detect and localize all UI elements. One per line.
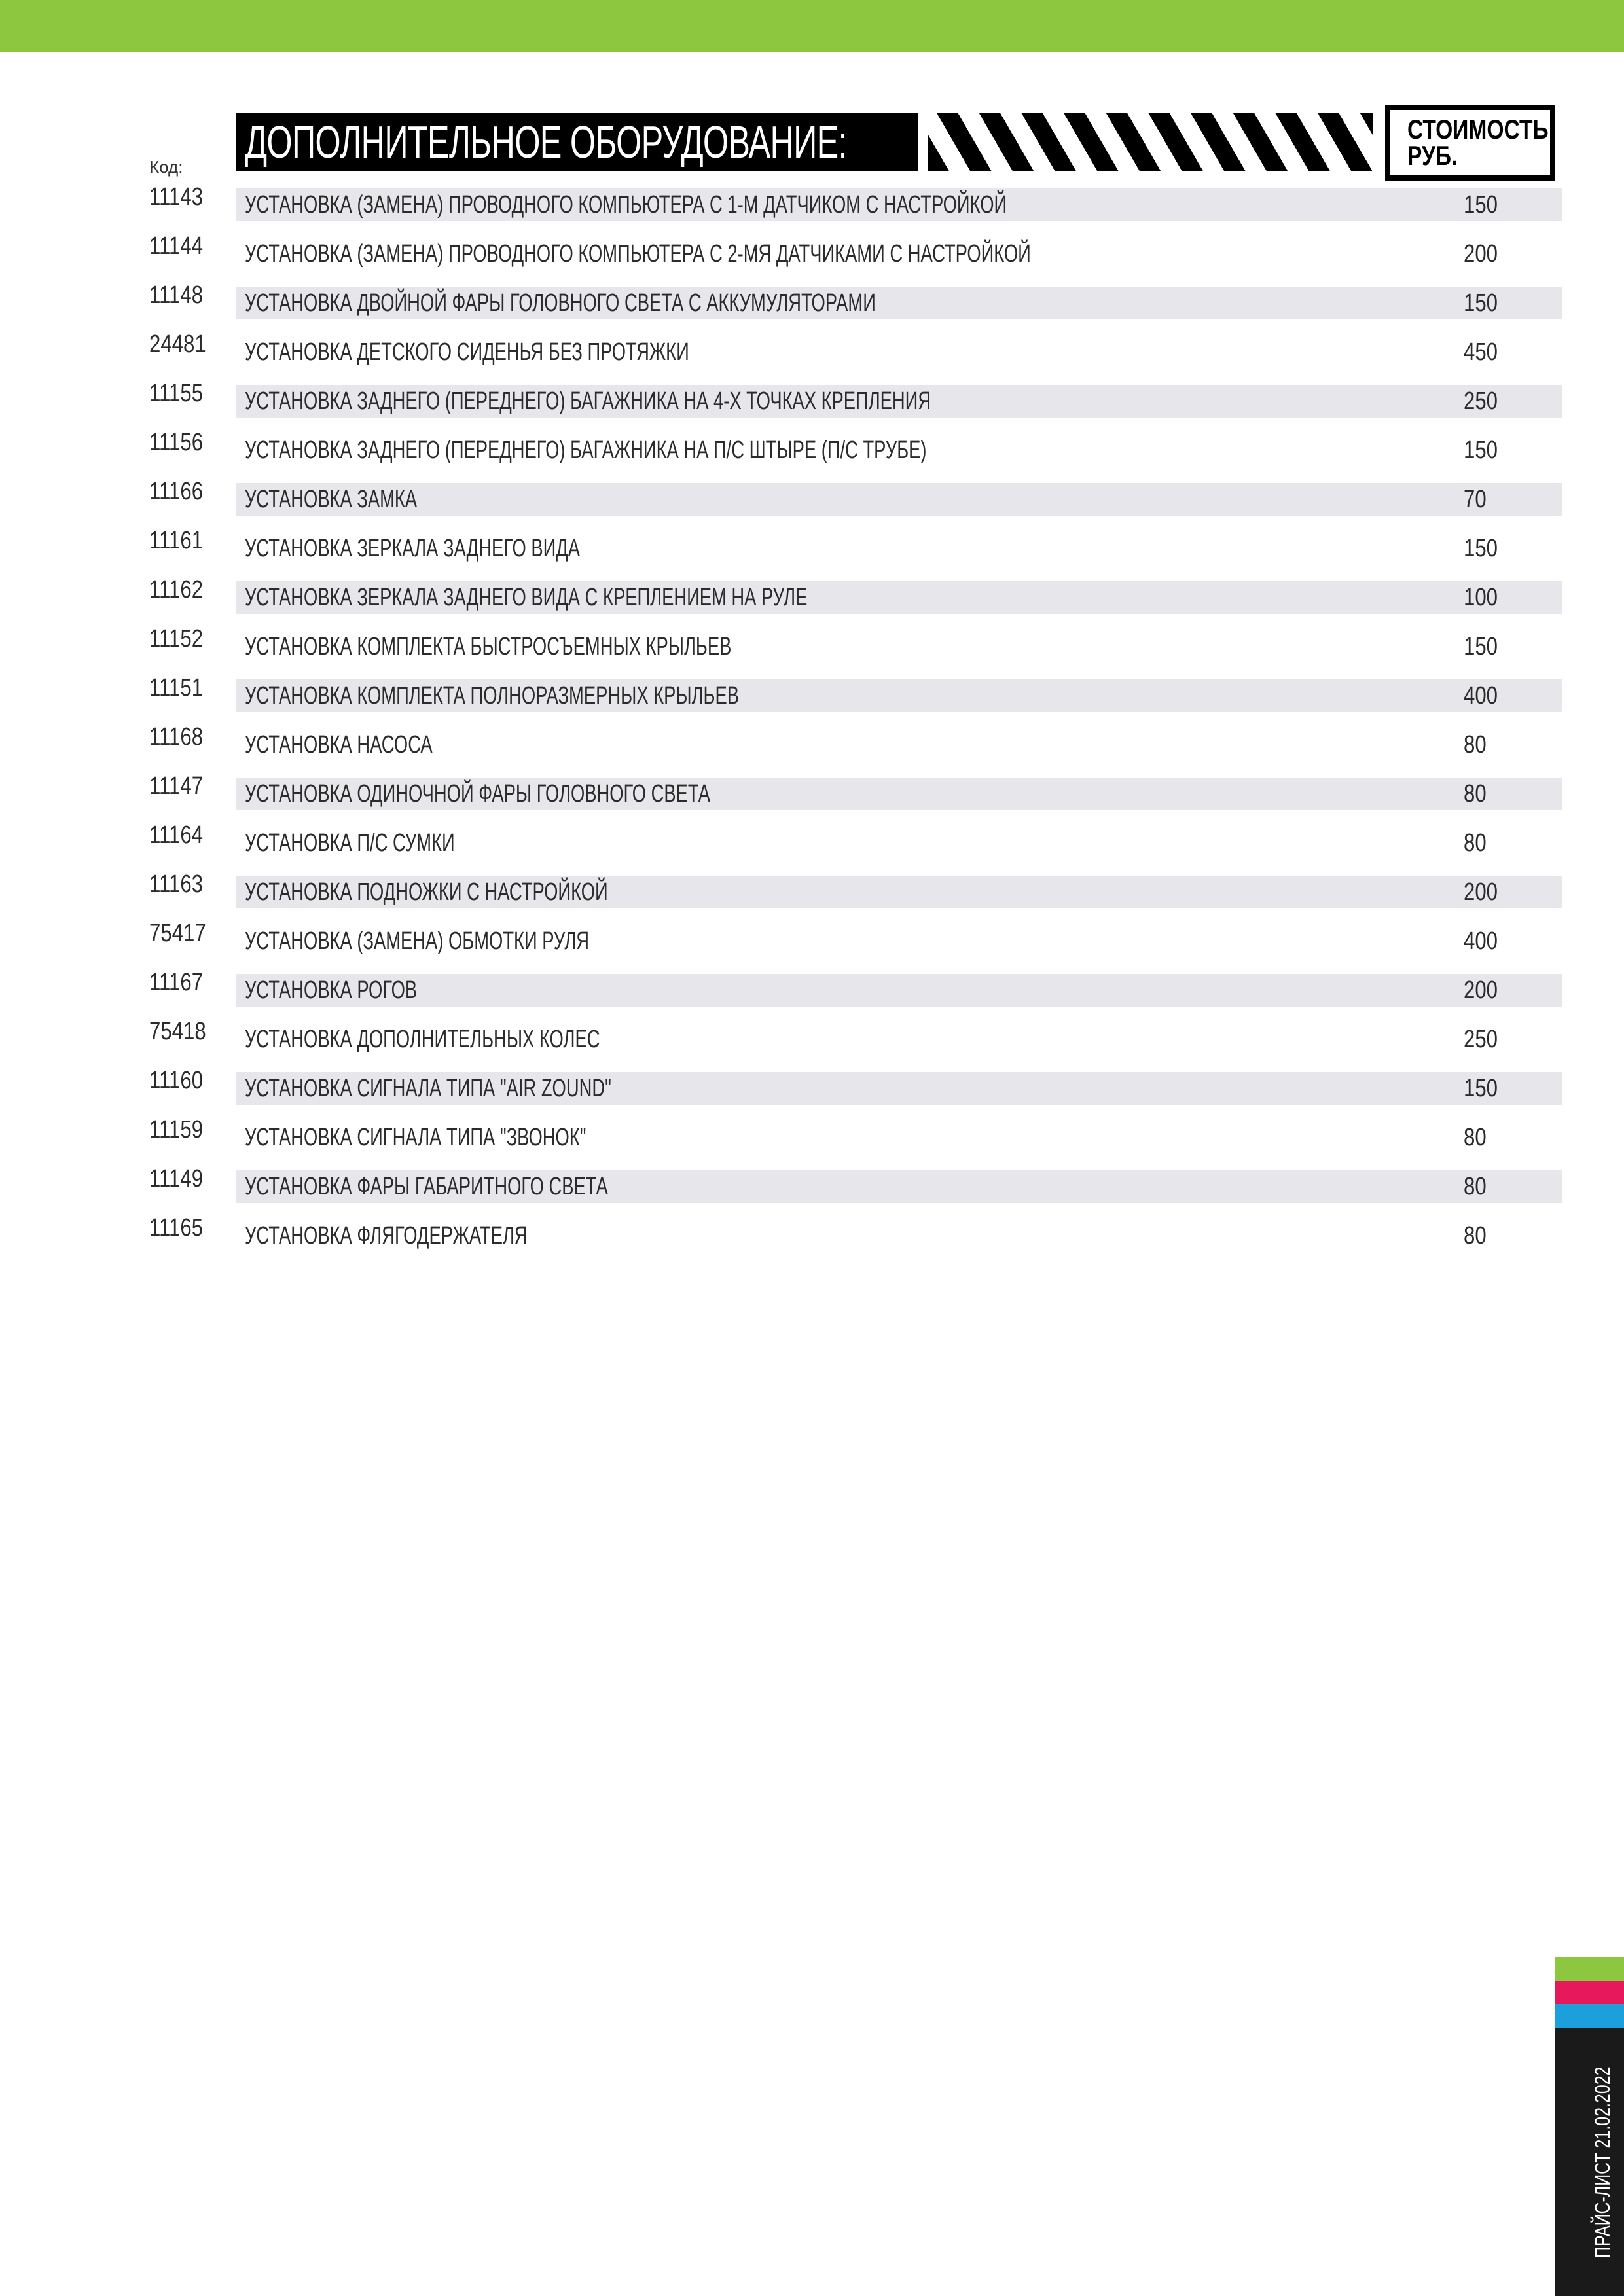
row-description: УСТАНОВКА СИГНАЛА ТИПА "ЗВОНОК" xyxy=(245,1124,586,1151)
row-code: 11152 xyxy=(149,625,204,653)
row-code: 11144 xyxy=(149,232,204,260)
top-accent-bar xyxy=(0,0,1624,52)
row-description: УСТАНОВКА НАСОСА xyxy=(245,731,433,759)
row-description: УСТАНОВКА ЗЕРКАЛА ЗАДНЕГО ВИДА xyxy=(245,535,581,562)
row-background xyxy=(236,728,1562,761)
row-price: 200 xyxy=(1464,977,1498,1004)
row-background xyxy=(236,974,1562,1007)
row-description: УСТАНОВКА (ЗАМЕНА) ПРОВОДНОГО КОМПЬЮТЕРА С 1-М ДАТЧИКОМ С НАСТРОЙКОЙ xyxy=(245,191,1007,219)
price-table xyxy=(0,185,1624,1265)
row-code: 11155 xyxy=(149,380,204,407)
row-code: 11143 xyxy=(149,183,204,211)
table-row xyxy=(0,774,1624,823)
row-description: УСТАНОВКА ДОПОЛНИТЕЛЬНЫХ КОЛЕС xyxy=(245,1026,600,1053)
row-price: 80 xyxy=(1464,829,1487,857)
row-price: 250 xyxy=(1464,1026,1498,1053)
price-header-line2: РУБ. xyxy=(1407,140,1458,171)
row-code: 11163 xyxy=(149,870,204,898)
row-price: 150 xyxy=(1464,437,1498,464)
row-price: 150 xyxy=(1464,1075,1498,1102)
row-price: 450 xyxy=(1464,338,1498,366)
table-row xyxy=(0,1118,1624,1167)
row-code: 11167 xyxy=(149,969,204,996)
row-description: УСТАНОВКА ДВОЙНОЙ ФАРЫ ГОЛОВНОГО СВЕТА С АККУМУЛЯТОРАМИ xyxy=(245,289,876,317)
table-row xyxy=(0,578,1624,627)
row-price: 150 xyxy=(1464,535,1498,562)
row-description: УСТАНОВКА СИГНАЛА ТИПА "AIR ZOUND" xyxy=(245,1075,611,1102)
section-title: ДОПОЛНИТЕЛЬНОЕ ОБОРУДОВАНИЕ: xyxy=(245,117,847,168)
row-code: 11148 xyxy=(149,281,204,309)
row-price: 200 xyxy=(1464,240,1498,268)
table-row xyxy=(0,431,1624,480)
row-description: УСТАНОВКА (ЗАМЕНА) ОБМОТКИ РУЛЯ xyxy=(245,927,590,955)
row-price: 80 xyxy=(1464,1173,1487,1200)
row-price: 150 xyxy=(1464,633,1498,660)
table-row xyxy=(0,872,1624,922)
row-description: УСТАНОВКА (ЗАМЕНА) ПРОВОДНОГО КОМПЬЮТЕРА С 2-МЯ ДАТЧИКАМИ С НАСТРОЙКОЙ xyxy=(245,240,1031,268)
table-row xyxy=(0,1069,1624,1118)
row-price: 70 xyxy=(1464,486,1487,513)
row-code: 11156 xyxy=(149,429,204,456)
table-row xyxy=(0,382,1624,431)
table-row xyxy=(0,480,1624,529)
table-row xyxy=(0,922,1624,971)
table-row xyxy=(0,234,1624,283)
table-row xyxy=(0,529,1624,578)
price-column-header xyxy=(1385,105,1555,181)
color-tab-3 xyxy=(1555,2004,1624,2028)
table-row xyxy=(0,185,1624,234)
row-code: 11168 xyxy=(149,723,204,751)
table-row xyxy=(0,1216,1624,1265)
table-row xyxy=(0,627,1624,676)
row-description: УСТАНОВКА ФЛЯГОДЕРЖАТЕЛЯ xyxy=(245,1222,528,1249)
row-description: УСТАНОВКА РОГОВ xyxy=(245,977,418,1004)
color-tab-2 xyxy=(1555,1981,1624,2004)
row-description: УСТАНОВКА ПОДНОЖКИ С НАСТРОЙКОЙ xyxy=(245,878,608,906)
color-tab-1 xyxy=(1555,1957,1624,1981)
row-description: УСТАНОВКА ОДИНОЧНОЙ ФАРЫ ГОЛОВНОГО СВЕТА xyxy=(245,780,710,808)
row-code: 11164 xyxy=(149,821,204,849)
row-price: 400 xyxy=(1464,927,1498,955)
row-description: УСТАНОВКА ЗАДНЕГО (ПЕРЕДНЕГО) БАГАЖНИКА НА 4-Х ТОЧКАХ КРЕПЛЕНИЯ xyxy=(245,387,931,415)
row-description: УСТАНОВКА КОМПЛЕКТА ПОЛНОРАЗМЕРНЫХ КРЫЛЬЕВ xyxy=(245,682,739,709)
code-column-label: Код: xyxy=(149,157,183,177)
row-price: 400 xyxy=(1464,682,1498,709)
row-code: 24481 xyxy=(149,331,206,358)
table-row xyxy=(0,971,1624,1020)
section-title-box xyxy=(236,113,918,171)
row-description: УСТАНОВКА П/С СУМКИ xyxy=(245,829,455,857)
row-code: 11160 xyxy=(149,1067,204,1094)
color-tab-strip xyxy=(1555,1957,1624,2028)
row-code: 11166 xyxy=(149,478,204,505)
row-code: 11151 xyxy=(149,674,204,702)
row-description: УСТАНОВКА ЗАМКА xyxy=(245,486,418,513)
row-code: 11161 xyxy=(149,527,204,554)
table-row xyxy=(0,676,1624,725)
table-row xyxy=(0,823,1624,872)
side-tab-label: ПРАЙС-ЛИСТ 21.02.2022 xyxy=(1591,2066,1614,2258)
price-header-line1: СТОИМОСТЬ xyxy=(1407,114,1549,145)
row-price: 80 xyxy=(1464,1124,1487,1151)
row-description: УСТАНОВКА ЗАДНЕГО (ПЕРЕДНЕГО) БАГАЖНИКА НА П/С ШТЫРЕ (П/С ТРУБЕ) xyxy=(245,437,927,464)
row-code: 11147 xyxy=(149,772,204,800)
row-code: 11149 xyxy=(149,1165,204,1193)
table-row xyxy=(0,332,1624,382)
row-code: 75418 xyxy=(149,1018,206,1045)
row-price: 200 xyxy=(1464,878,1498,906)
row-code: 11159 xyxy=(149,1116,204,1143)
table-row xyxy=(0,1167,1624,1216)
row-price: 150 xyxy=(1464,191,1498,219)
row-code: 11162 xyxy=(149,576,204,603)
row-description: УСТАНОВКА ФАРЫ ГАБАРИТНОГО СВЕТА xyxy=(245,1173,608,1200)
table-row xyxy=(0,1020,1624,1069)
row-price: 80 xyxy=(1464,731,1487,759)
row-code: 75417 xyxy=(149,920,206,947)
row-description: УСТАНОВКА ДЕТСКОГО СИДЕНЬЯ БЕЗ ПРОТЯЖКИ xyxy=(245,338,689,366)
row-price: 150 xyxy=(1464,289,1498,317)
row-description: УСТАНОВКА КОМПЛЕКТА БЫСТРОСЪЕМНЫХ КРЫЛЬЕВ xyxy=(245,633,732,660)
table-row xyxy=(0,283,1624,332)
hazard-stripes-decoration xyxy=(928,113,1373,171)
row-price: 250 xyxy=(1464,387,1498,415)
table-row xyxy=(0,725,1624,774)
row-background xyxy=(236,483,1562,516)
row-price: 100 xyxy=(1464,584,1498,611)
row-description: УСТАНОВКА ЗЕРКАЛА ЗАДНЕГО ВИДА С КРЕПЛЕНИЕМ НА РУЛЕ xyxy=(245,584,808,611)
row-price: 80 xyxy=(1464,1222,1487,1249)
row-code: 11165 xyxy=(149,1214,204,1242)
row-price: 80 xyxy=(1464,780,1487,808)
